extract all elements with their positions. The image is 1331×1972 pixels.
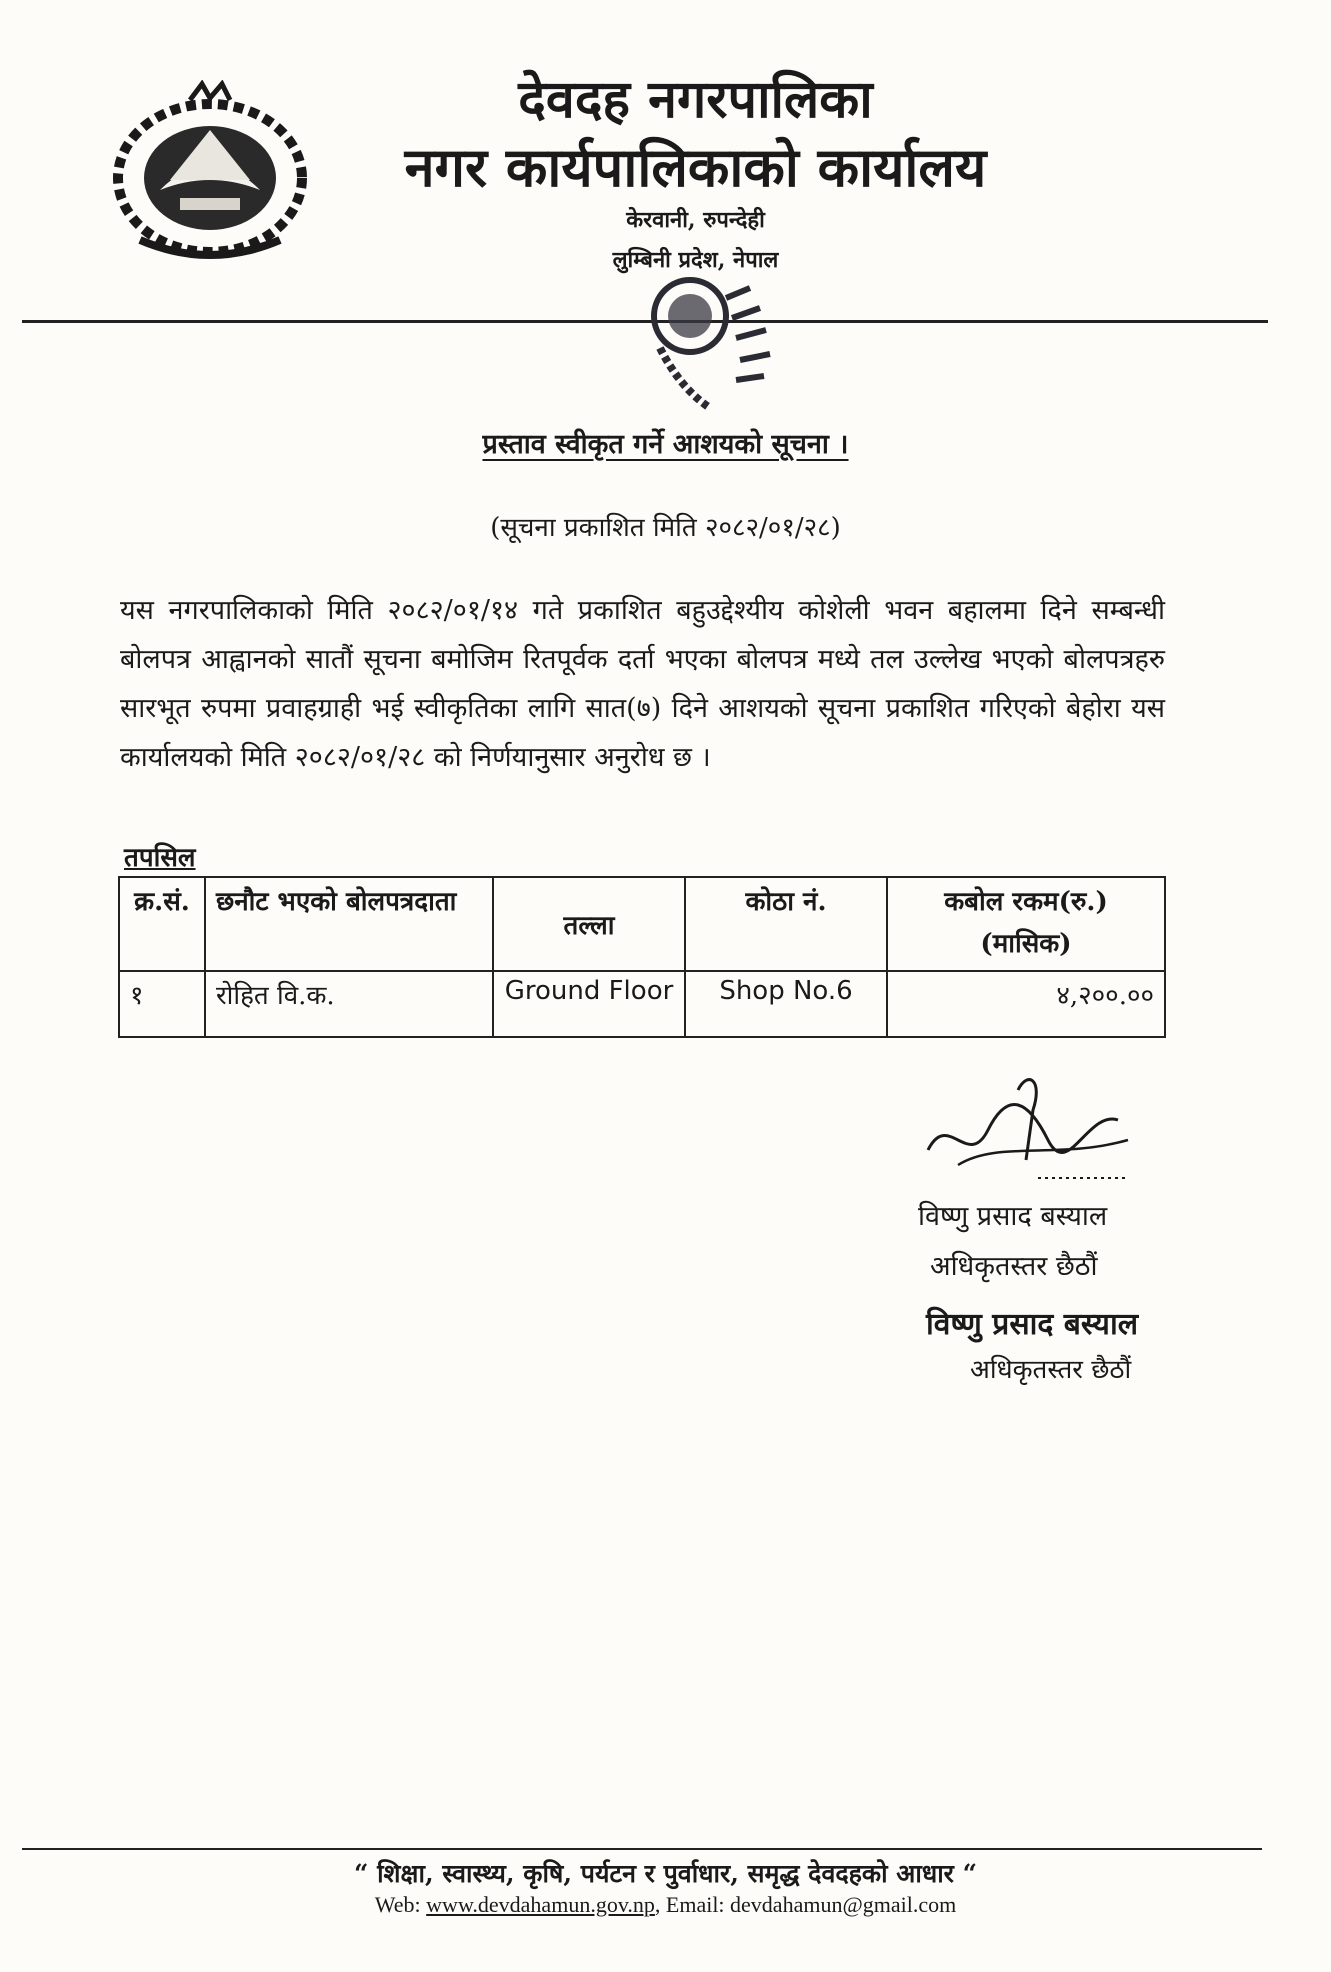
email-label: , Email: bbox=[654, 1892, 731, 1917]
address-line-1: केरवानी, रुपन्देही bbox=[626, 207, 765, 233]
header-room: कोठा नं. bbox=[685, 877, 887, 971]
office-name: नगर कार्यपालिकाको कार्यालय bbox=[404, 135, 987, 199]
signature-icon bbox=[918, 1070, 1138, 1190]
address-line-2: लुम्बिनी प्रदेश, नेपाल bbox=[612, 247, 779, 273]
header-amount-sub: (मासिक) bbox=[980, 929, 1072, 959]
table-header-row bbox=[119, 877, 1165, 971]
cell-floor: Ground Floor bbox=[493, 971, 685, 1037]
municipality-name: देवदह नगरपालिका bbox=[518, 69, 873, 130]
header-bidder: छनौट भएको बोलपत्रदाता bbox=[205, 877, 493, 971]
header-amount bbox=[887, 877, 1165, 971]
signatory-designation: अधिकृतस्तर छैठौं bbox=[930, 1251, 1098, 1282]
signatory-name: विष्णु प्रसाद बस्याल bbox=[918, 1201, 1108, 1232]
website-link[interactable]: www.devdahamun.gov.np bbox=[426, 1892, 655, 1917]
web-label: Web: bbox=[374, 1892, 427, 1917]
header-amount-label: कबोल रकम(रु.) bbox=[944, 887, 1108, 917]
selected-bidder-table bbox=[118, 876, 1166, 1038]
header-sn: क्र.सं. bbox=[119, 877, 205, 971]
details-heading: तपसिल bbox=[124, 843, 196, 873]
header-floor: तल्ला bbox=[493, 877, 685, 971]
footer-contact bbox=[0, 1892, 1331, 1918]
cell-amount: ४,२००.०० bbox=[887, 971, 1165, 1037]
notice-title: प्रस्ताव स्वीकृत गर्ने आशयको सूचना । bbox=[482, 429, 849, 460]
footer-divider bbox=[22, 1848, 1262, 1850]
office-stamp-icon bbox=[640, 268, 800, 428]
cell-sn: १ bbox=[119, 971, 205, 1037]
name-stamp: विष्णु प्रसाद बस्याल bbox=[926, 1307, 1139, 1342]
email-link[interactable]: devdahamun@gmail.com bbox=[730, 1892, 957, 1917]
notice-body: यस नगरपालिकाको मिति २०८२/०१/१४ गते प्रकाशित बहुउद्देश्यीय कोशेली भवन बहालमा दिने सम्बन्धी बोलपत्र आह्वानको सातौं सूचना बमोजिम रितपूर्वक दर्ता भएका बोलपत्र मध्ये तल उल्लेख भएको बोलपत्रहरु सारभूत रुपमा प्रवाहग्राही भई स्वीकृतिका लागि सात(७) दिने आशयको सूचना प्रकाशित गरिएको बेहोरा यस कार्यालयको मिति २०८२/०१/२८ को निर्णयानुसार अनुरोध छ । bbox=[120, 595, 1165, 773]
cell-bidder: रोहित वि.क. bbox=[205, 971, 493, 1037]
publication-date: (सूचना प्रकाशित मिति २०८२/०१/२८) bbox=[490, 513, 841, 543]
table-row bbox=[119, 971, 1165, 1037]
designation-stamp: अधिकृतस्तर छैठौं bbox=[970, 1355, 1132, 1385]
cell-room: Shop No.6 bbox=[685, 971, 887, 1037]
footer-slogan: “ शिक्षा, स्वास्थ्य, कृषि, पर्यटन र पुर्वाधार, समृद्ध देवदहको आधार “ bbox=[354, 1859, 977, 1888]
